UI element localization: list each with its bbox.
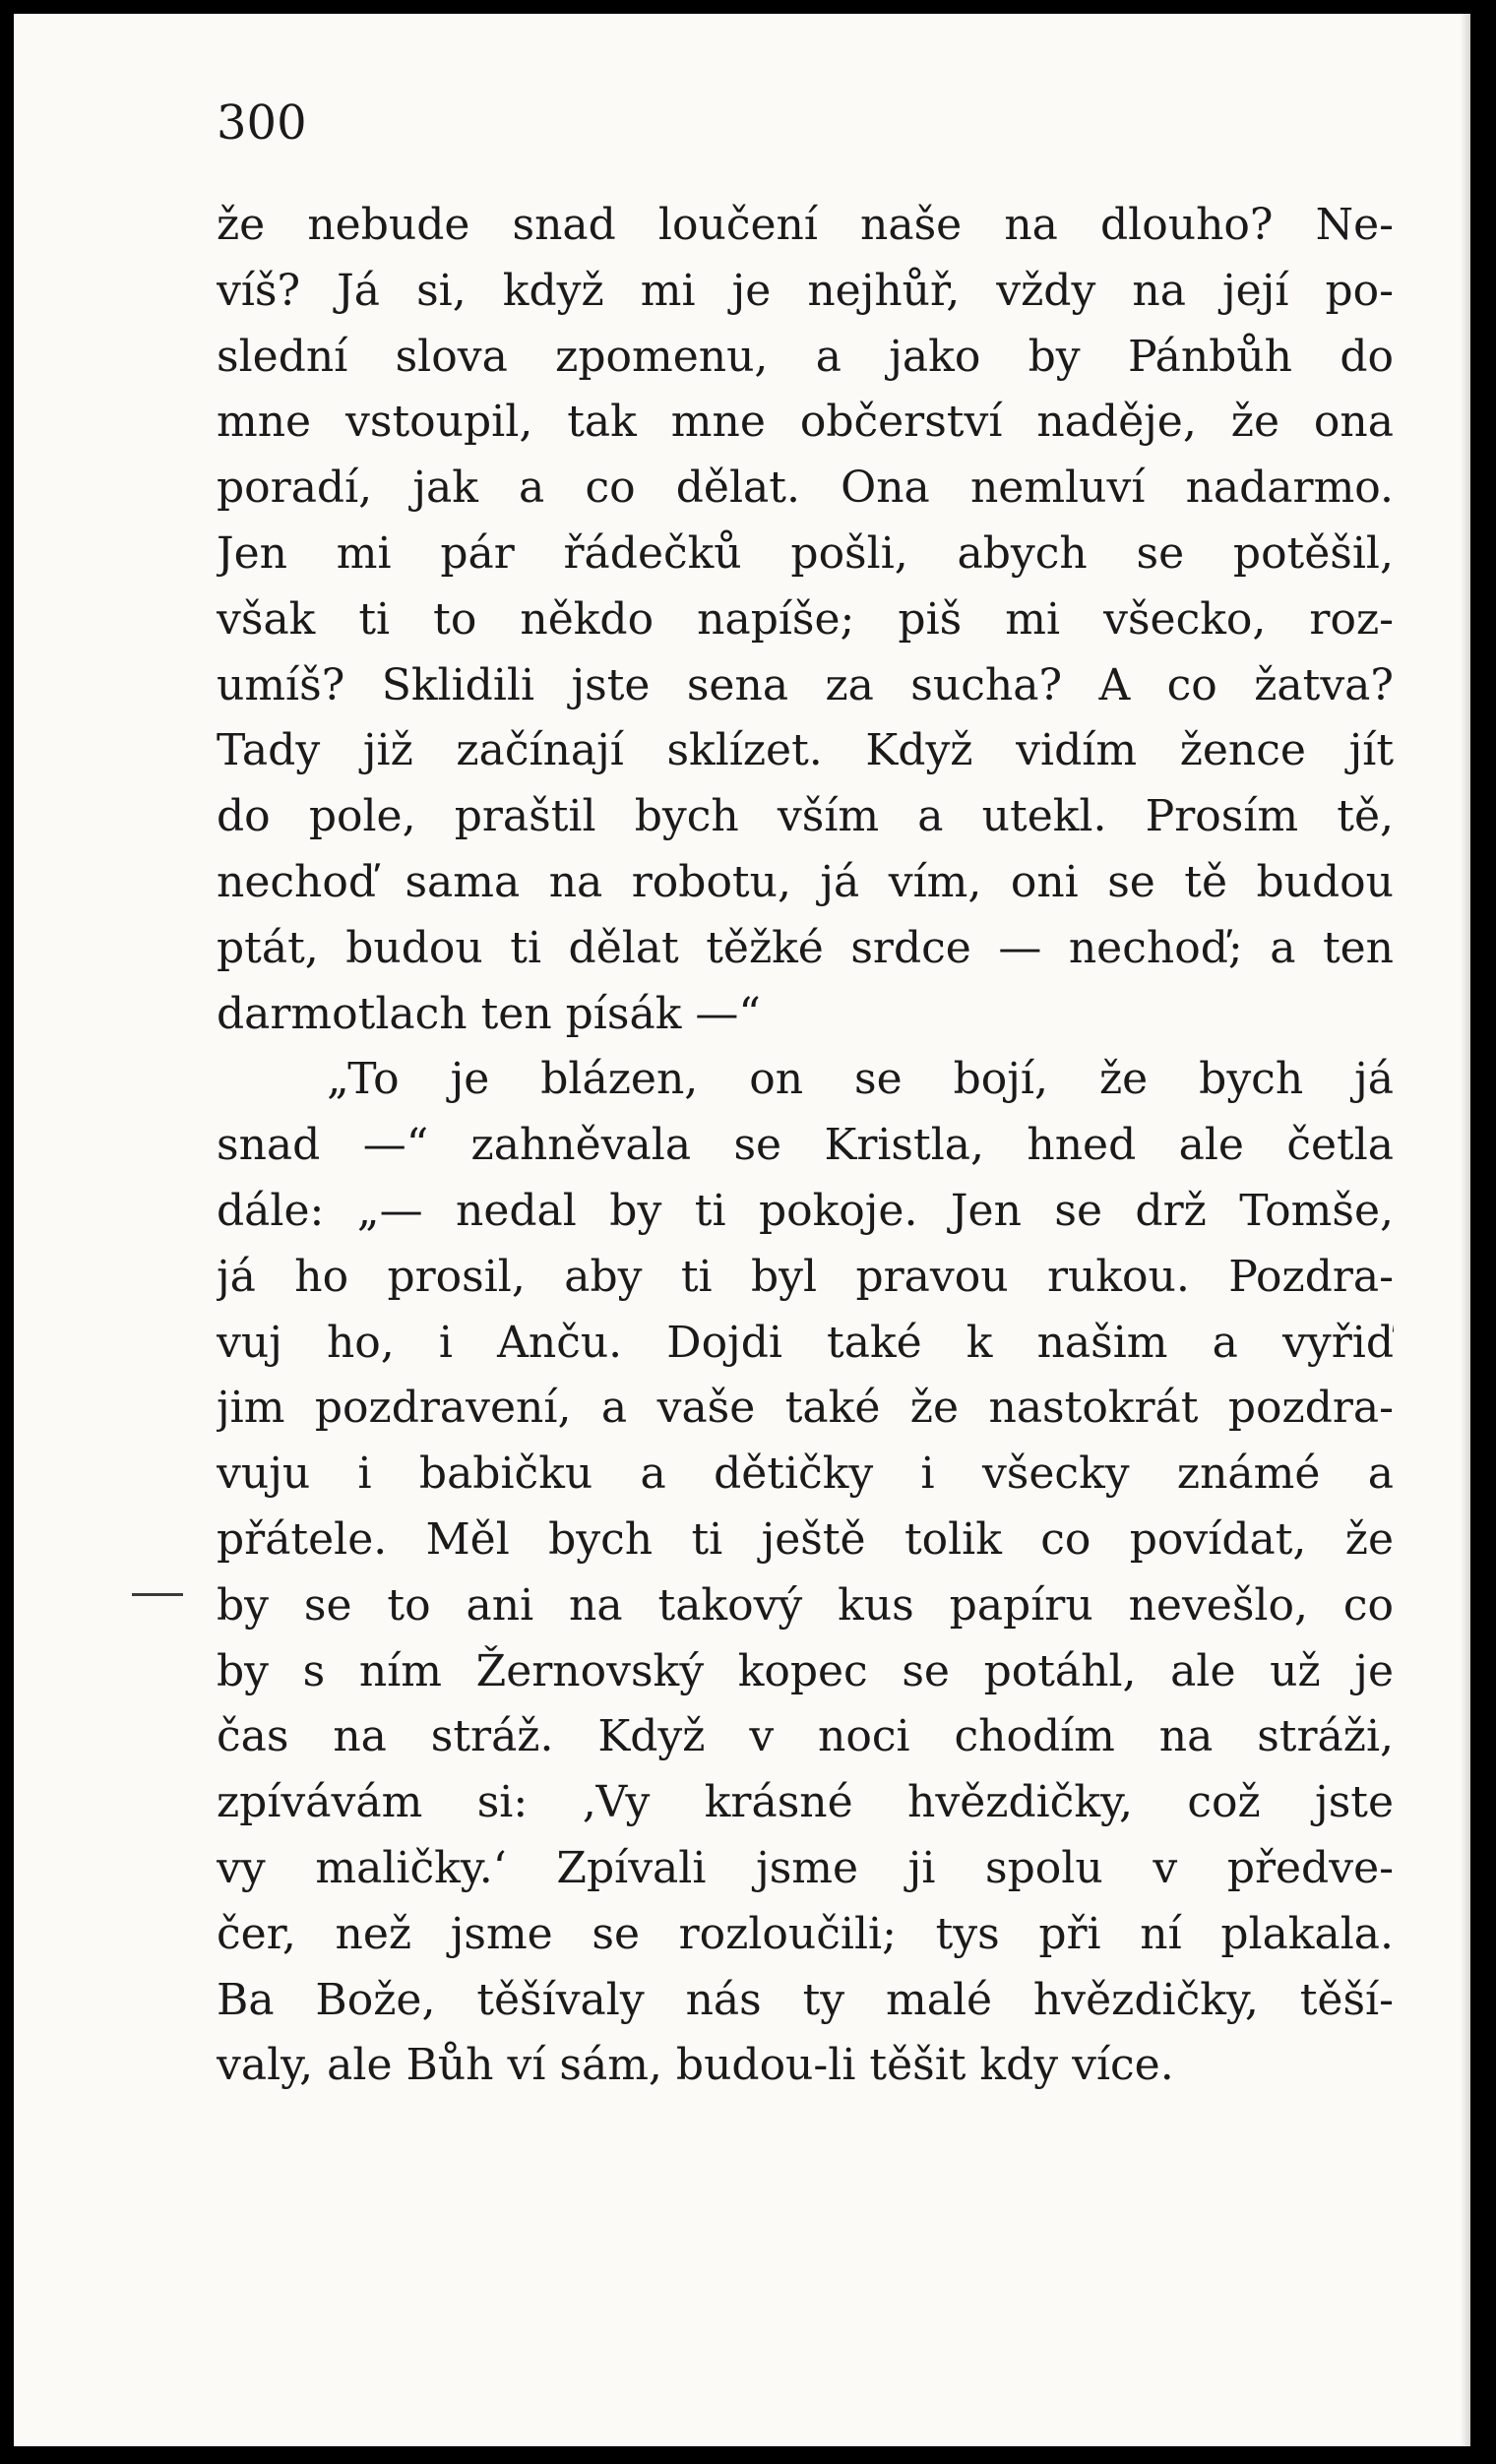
text-line: darmotlach ten písák —“	[217, 988, 761, 1039]
text-line: poradí, jak a co dělat. Ona nemluví nadarmo.	[217, 462, 1394, 514]
text-line: vuju i babičku a dětičky i všecky známé a	[217, 1448, 1394, 1500]
text-line: slední slova zpomenu, a jako by Pánbůh do	[217, 331, 1394, 382]
text-line: mne vstoupil, tak mne občerství naděje, že ona	[217, 397, 1394, 448]
text-line: by s ním Žernovský kopec se potáhl, ale už je	[217, 1645, 1394, 1696]
page-number: 300	[217, 95, 307, 151]
text-line: vy maličky.‘ Zpívali jsme ji spolu v předve-	[217, 1842, 1394, 1893]
text-line: snad —“ zahněvala se Kristla, hned ale četla	[217, 1120, 1394, 1171]
text-line: přátele. Měl bych ti ještě tolik co povídat, že	[217, 1513, 1394, 1565]
text-line: dále: „— nedal by ti pokoje. Jen se drž Tomše,	[217, 1185, 1394, 1236]
text-line: jim pozdravení, a vaše také že nastokrát pozdra-	[217, 1383, 1394, 1434]
text-line: do pole, praštil bych vším a utekl. Prosím tě,	[217, 791, 1394, 842]
text-line: vuj ho, i Anču. Dojdi také k našim a vyřiď	[217, 1317, 1394, 1368]
text-line: „To je blázen, on se bojí, že bych já	[327, 1054, 1394, 1105]
text-line: umíš? Sklidili jste sena za sucha? A co žatva?	[217, 659, 1394, 710]
body-text	[217, 193, 1394, 2099]
text-line: čas na stráž. Když v noci chodím na stráži,	[217, 1711, 1394, 1762]
margin-mark	[132, 1593, 183, 1596]
text-line: nechoď sama na robotu, já vím, oni se tě budou	[217, 856, 1394, 907]
text-line: čer, než jsme se rozloučili; tys při ní plakala.	[217, 1908, 1394, 1959]
text-line: Tady již začínají sklízet. Když vidím žence jít	[217, 725, 1394, 776]
text-line: Ba Bože, těšívaly nás ty malé hvězdičky, těší-	[217, 1974, 1394, 2025]
text-line: já ho prosil, aby ti byl pravou rukou. Pozdra-	[217, 1251, 1394, 1302]
book-page	[14, 14, 1470, 2446]
text-line: valy, ale Bůh ví sám, budou-li těšit kdy více.	[217, 2040, 1174, 2091]
text-line: by se to ani na takový kus papíru nevešlo, co	[217, 1579, 1394, 1631]
text-line: že nebude snad loučení naše na dlouho? Ne-	[217, 200, 1394, 250]
page-edge-shadow	[1461, 14, 1470, 2446]
text-line: víš? Já si, když mi je nejhůř, vždy na její po-	[217, 265, 1394, 316]
text-line: však ti to někdo napíše; piš mi všecko, roz-	[217, 593, 1394, 645]
text-line: Jen mi pár řádečků pošli, abych se potěšil,	[217, 527, 1394, 579]
text-line: zpívávám si: ‚Vy krásné hvězdičky, což jste	[217, 1777, 1394, 1828]
text-line: ptát, budou ti dělat těžké srdce — nechoď; a ten	[217, 922, 1394, 973]
